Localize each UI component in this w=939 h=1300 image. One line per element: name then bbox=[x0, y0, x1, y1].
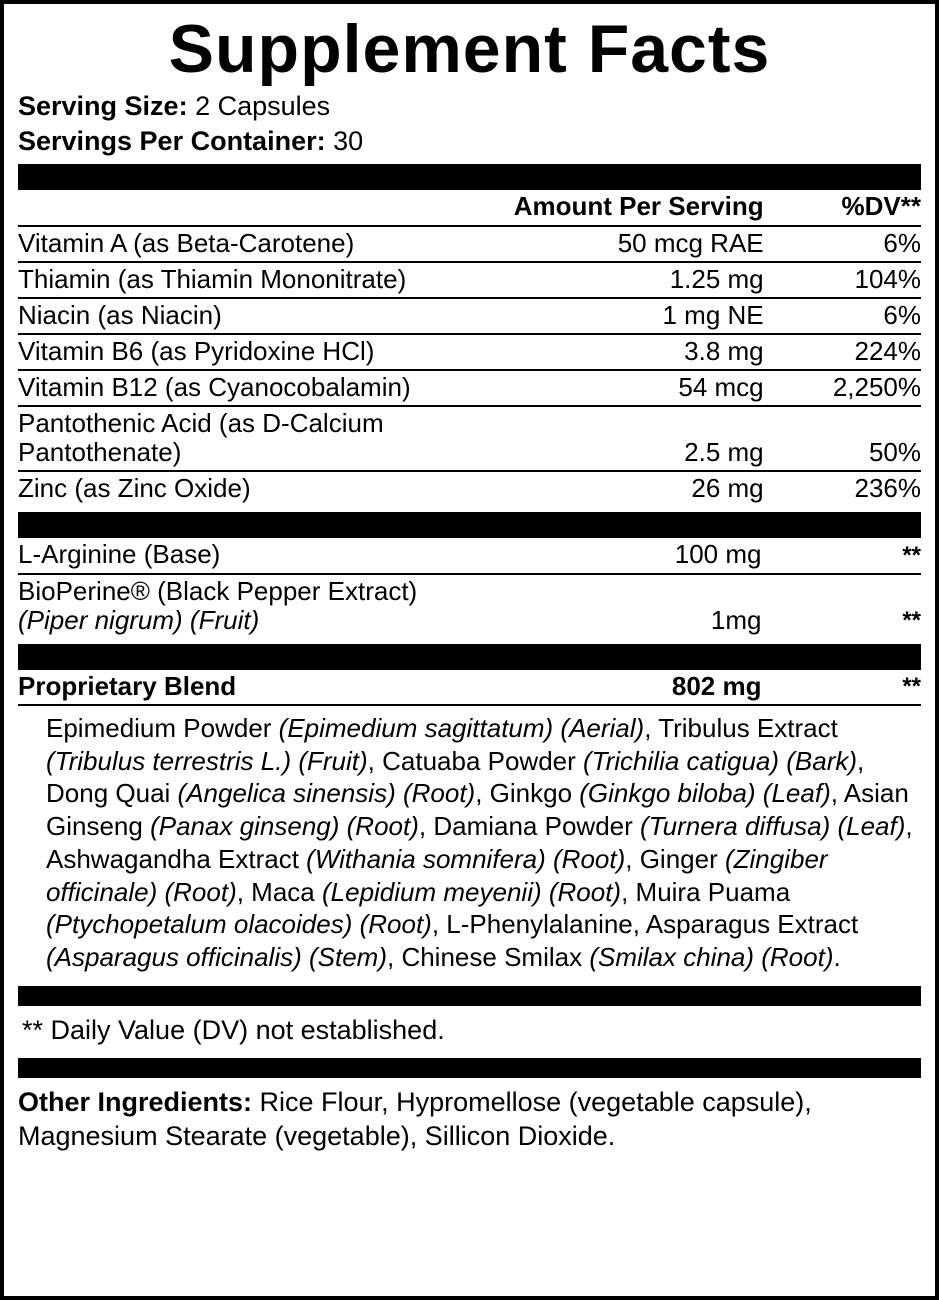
table-row bbox=[18, 298, 921, 334]
nutrient-name: L-Arginine (Base) bbox=[18, 538, 524, 573]
proprietary-blend-table bbox=[18, 670, 921, 706]
table-row bbox=[18, 471, 921, 506]
nutrient-dv: 224% bbox=[770, 334, 921, 370]
table-row bbox=[18, 334, 921, 370]
nutrient-dv: 6% bbox=[770, 298, 921, 334]
nutrient-name: Pantothenic Acid (as D-Calcium Pantothenate) bbox=[18, 406, 514, 471]
table-row bbox=[18, 538, 921, 573]
other-ingredients bbox=[18, 1078, 921, 1153]
nutrient-amount: 3.8 mg bbox=[514, 334, 770, 370]
table-row bbox=[18, 406, 921, 471]
divider-bar-top bbox=[18, 164, 921, 190]
servings-per-container-line bbox=[18, 124, 921, 159]
table-header-row bbox=[18, 190, 921, 225]
blend-dv: ** bbox=[767, 670, 921, 705]
nutrient-amount: 1mg bbox=[710, 604, 762, 635]
nutrient-name: Thiamin (as Thiamin Mononitrate) bbox=[18, 262, 514, 298]
nutrition-table bbox=[18, 190, 921, 506]
other-ingredients-label: Other Ingredients: bbox=[18, 1087, 253, 1118]
nutrient-dv: ** bbox=[767, 538, 921, 573]
table-row bbox=[18, 226, 921, 262]
serving-size-value: 2 Capsules bbox=[195, 91, 331, 122]
other-ingredients-value: Rice Flour, Hypromellose (vegetable capsule), Magnesium Stearate (vegetable), Sillicon Dioxide. bbox=[18, 1087, 812, 1151]
nutrient-dv: 236% bbox=[854, 473, 921, 504]
servings-per-container-label: Servings Per Container: bbox=[18, 125, 326, 156]
dv-footnote: ** Daily Value (DV) not established. bbox=[22, 1014, 445, 1045]
nutrient-name: Zinc (as Zinc Oxide) bbox=[18, 473, 251, 504]
nutrient-name: Vitamin B12 (as Cyanocobalamin) bbox=[18, 370, 514, 406]
nutrient-name-latin: (Piper nigrum) (Fruit) bbox=[18, 604, 260, 635]
nutrient-amount: 1 mg NE bbox=[514, 298, 770, 334]
table-row bbox=[18, 262, 921, 298]
nutrient-dv: 50% bbox=[770, 406, 921, 471]
nutrient-amount: 26 mg bbox=[691, 473, 764, 504]
nutrient-name: Vitamin A (as Beta-Carotene) bbox=[18, 226, 514, 262]
nutrient-amount: 100 mg bbox=[524, 538, 768, 573]
nutrient-dv: ** bbox=[902, 606, 921, 634]
table-row bbox=[18, 370, 921, 406]
nutrient-dv: 6% bbox=[770, 226, 921, 262]
blend-name: Proprietary Blend bbox=[18, 670, 524, 705]
divider-bar-bottom bbox=[18, 1058, 921, 1078]
nutrient-amount: 2.5 mg bbox=[514, 406, 770, 471]
divider-bar-footnote bbox=[18, 986, 921, 1006]
nutrient-name-primary: BioPerine® (Black Pepper Extract) bbox=[18, 575, 418, 606]
nutrient-name: Niacin (as Niacin) bbox=[18, 298, 514, 334]
nutrient-dv: 104% bbox=[770, 262, 921, 298]
nutrient-dv: 2,250% bbox=[770, 370, 921, 406]
divider-bar-middle bbox=[18, 512, 921, 538]
servings-per-container-value: 30 bbox=[333, 125, 364, 156]
serving-size-label: Serving Size: bbox=[18, 91, 188, 122]
table-row bbox=[18, 574, 921, 638]
nutrient-name: Vitamin B6 (as Pyridoxine HCl) bbox=[18, 334, 514, 370]
serving-size-line bbox=[18, 89, 921, 124]
divider-bar-blend bbox=[18, 644, 921, 670]
nutrient-amount: 54 mcg bbox=[514, 370, 770, 406]
blend-header-row bbox=[18, 670, 921, 705]
blend-ingredients: Epimedium Powder (Epimedium sagittatum) (Aerial), Tribulus Extract (Tribulus terrestris L.) (Fruit), Catuaba Powder (Trichilia catigua) (Bark), Dong Quai (Angelica sinensis) (Root), Ginkgo (Ginkgo biloba) (Leaf), Asian Ginseng (Panax ginseng) (Root), Damiana Powder (Turnera diffusa) (Leaf), Ashwagandha Extract (Withania somnifera) (Root), Ginger (Zingiber officinale) (Root), Maca (Lepidium meyenii) (Root), Muira Puama (Ptychopetalum olacoides) (Root), L-Phenylalanine, Asparagus Extract (Asparagus officinalis) (Stem), Chinese Smilax (Smilax china) (Root). bbox=[46, 712, 913, 973]
page-title: Supplement Facts bbox=[168, 11, 771, 87]
nutrient-name bbox=[18, 574, 524, 638]
header-blank bbox=[18, 190, 514, 225]
header-amount: Amount Per Serving bbox=[514, 190, 770, 225]
blend-amount: 802 mg bbox=[524, 670, 768, 705]
nutrient-amount: 1.25 mg bbox=[514, 262, 770, 298]
header-dv: %DV** bbox=[770, 190, 921, 225]
nutrient-amount: 50 mcg RAE bbox=[514, 226, 770, 262]
other-actives-table bbox=[18, 538, 921, 637]
